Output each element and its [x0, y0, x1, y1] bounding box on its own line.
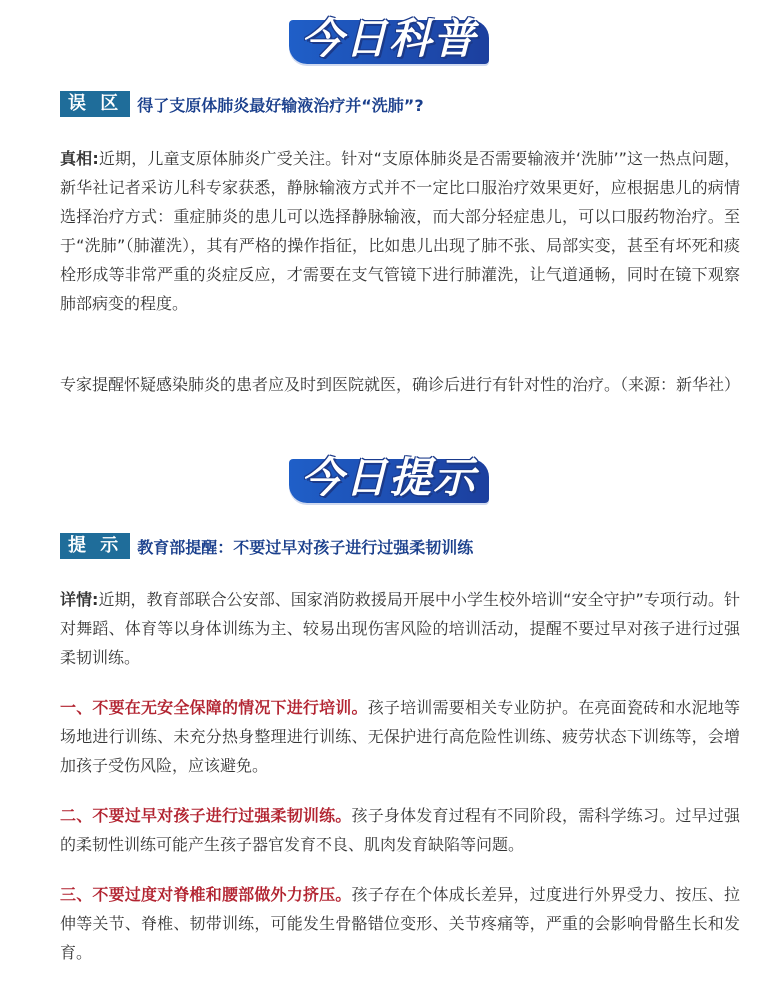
- detail-text: 近期，教育部联合公安部、国家消防救援局开展中小学生校外培训“安全守护”专项行动。针对舞蹈、体育等以身体训练为主、较易出现伤害风险的培训活动，提醒不要过早对孩子进行过强柔韧训练。: [60, 590, 740, 667]
- banner-title: 今日提示: [300, 453, 477, 502]
- advice-text: 专家提醒怀疑感染肺炎的患者应及时到医院就医，确诊后进行有针对性的治疗。（来源：新华社）: [60, 375, 741, 394]
- banner-title: 今日科普: [300, 14, 477, 63]
- point-1-head: 一、不要在无安全保障的情况下进行培训。: [60, 698, 368, 717]
- detail-label: 详情:: [60, 590, 99, 609]
- myth-question: 得了支原体肺炎最好输液治疗并“洗肺”?: [137, 95, 424, 115]
- tip-topic: [60, 533, 473, 559]
- point-3-head: 三、不要过度对脊椎和腰部做外力挤压。: [60, 885, 352, 904]
- banner-today-tip: [289, 445, 489, 501]
- tip-headline: 教育部提醒：不要过早对孩子进行过强柔韧训练: [137, 537, 474, 557]
- advice-paragraph: [60, 370, 740, 399]
- banner-today-science: [289, 6, 489, 62]
- truth-label: 真相:: [60, 149, 99, 168]
- point-2-head: 二、不要过早对孩子进行过强柔韧训练。: [60, 806, 352, 825]
- point-3-body: 孩子存在个体成长差异，过度进行外界受力、按压、拉伸等关节、脊椎、韧带训练，可能发生骨骼错位变形、关节疼痛等，严重的会影响骨骼生长和发育。: [60, 885, 740, 962]
- truth-text: 近期，儿童支原体肺炎广受关注。针对“支原体肺炎是否需要输液并‘洗肺’”这一热点问题，新华社记者采访儿科专家获悉，静脉输液方式并不一定比口服治疗效果更好，应根据患儿的病情选择治疗方式：重症肺炎的患儿可以选择静脉输液，而大部分轻症患儿，可以口服药物治疗。至于“洗肺”（肺灌洗），其有严格的操作指征，比如患儿出现了肺不张、局部实变，甚至有坏死和痰栓形成等非常严重的炎症反应，才需要在支气管镜下进行肺灌洗，让气道通畅，同时在镜下观察肺部病变的程度。: [60, 149, 740, 313]
- tip-tag: 提 示: [60, 533, 130, 559]
- myth-tag: 误 区: [60, 91, 130, 117]
- detail-paragraph: [60, 585, 740, 672]
- point-3: [60, 880, 740, 967]
- point-2: [60, 801, 740, 859]
- point-2-body: 孩子身体发育过程有不同阶段，需科学练习。过早过强的柔韧性训练可能产生孩子器官发育不良、肌肉发育缺陷等问题。: [60, 806, 740, 854]
- truth-paragraph: [60, 144, 740, 318]
- point-1-body: 孩子培训需要相关专业防护。在亮面瓷砖和水泥地等场地进行训练、未充分热身整理进行训练、无保护进行高危险性训练、疲劳状态下训练等，会增加孩子受伤风险，应该避免。: [60, 698, 740, 775]
- point-1: [60, 693, 740, 780]
- myth-topic: [60, 91, 424, 117]
